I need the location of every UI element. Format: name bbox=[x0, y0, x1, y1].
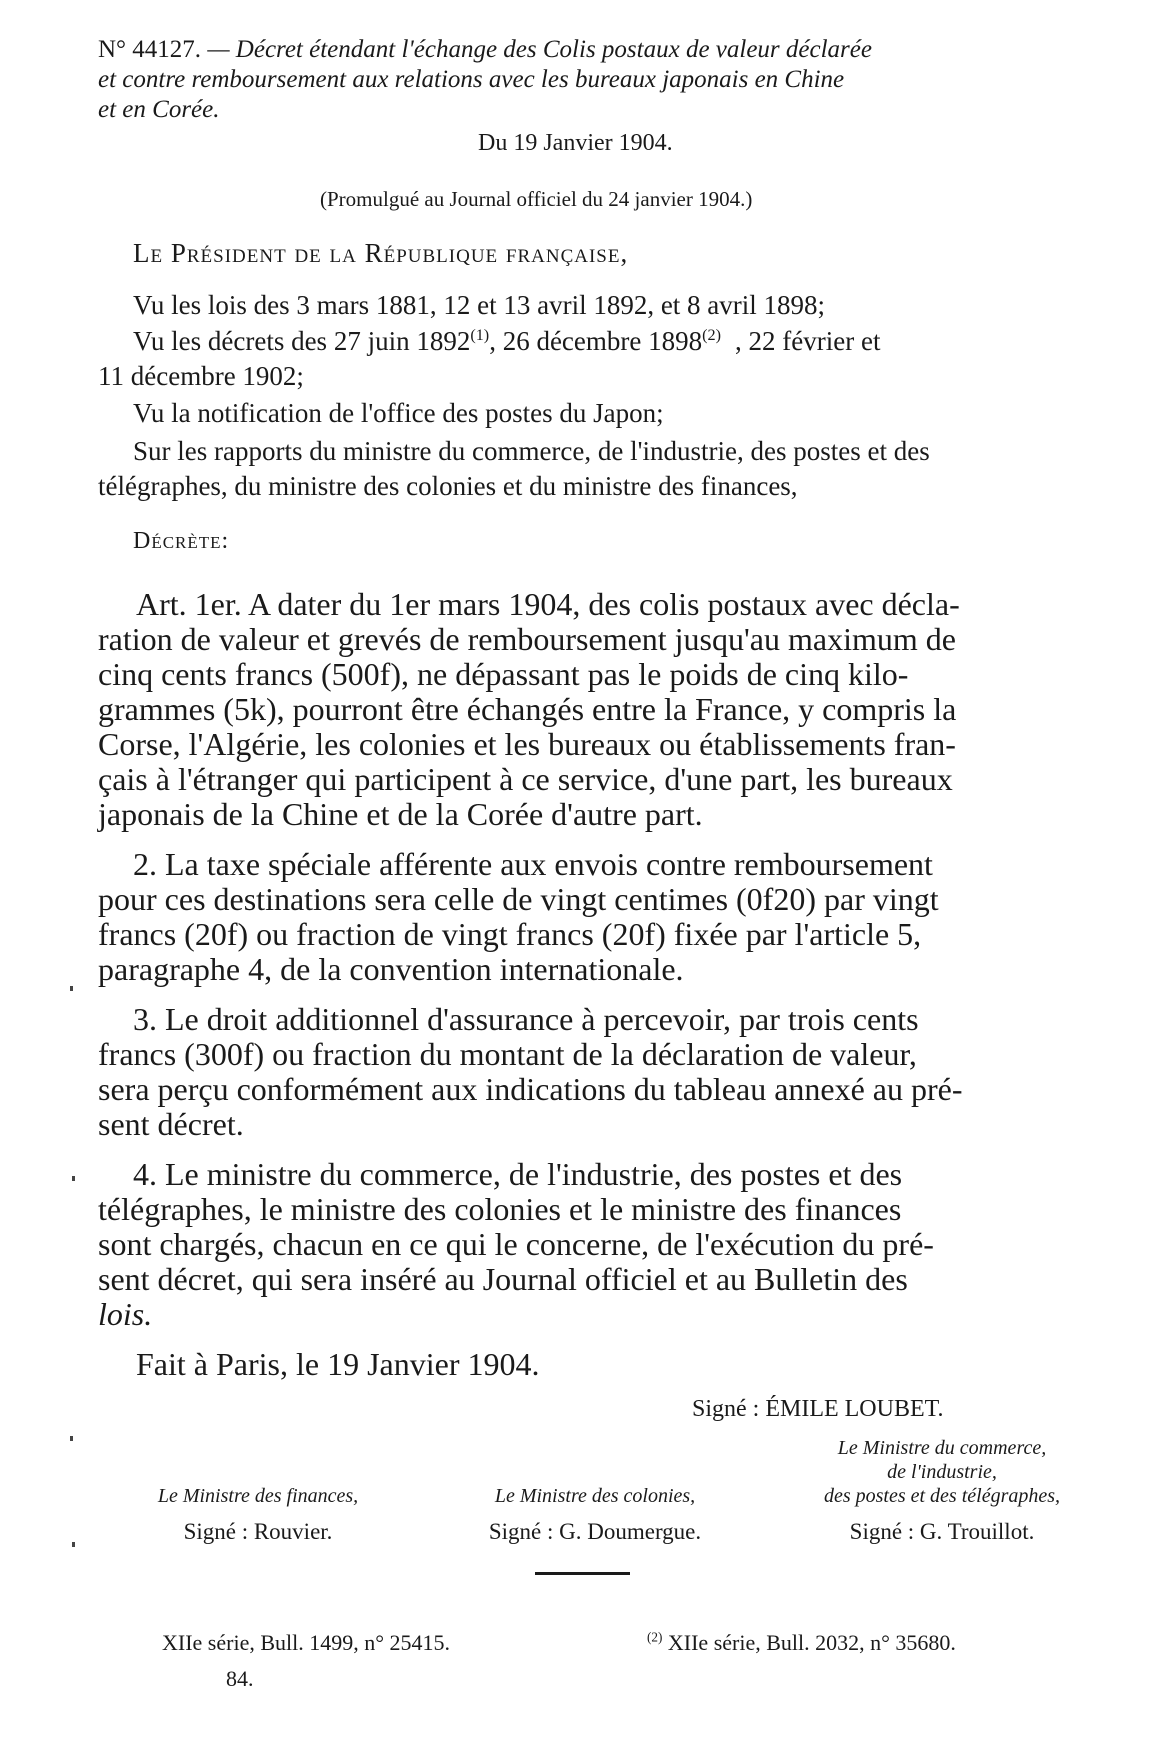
decree-number: N° 44127. bbox=[98, 36, 202, 63]
article-3-line: sera perçu conformément aux indications du tableau annexé au pré- bbox=[98, 1071, 963, 1107]
promulgation-note: (Promulgué au Journal officiel du 24 janvier 1904.) bbox=[320, 187, 753, 211]
article-4-line: lois. bbox=[98, 1296, 153, 1332]
vu-lois: Vu les lois des 3 mars 1881, 12 et 13 avril 1892, et 8 avril 1898; bbox=[133, 290, 826, 320]
article-3-line: sent décret. bbox=[98, 1106, 244, 1142]
minister-colonies-signature: Signé : G. Doumergue. bbox=[488, 1519, 702, 1544]
minister-commerce bbox=[782, 1436, 1102, 1544]
minister-commerce-title-3: des postes et des télégraphes, bbox=[823, 1485, 1061, 1507]
fait-a-paris: Fait à Paris, le 19 Janvier 1904. bbox=[136, 1346, 540, 1382]
article-4-line: 4. Le ministre du commerce, de l'industrie, des postes et des bbox=[133, 1156, 903, 1192]
minister-commerce-title-1: Le Ministre du commerce, bbox=[837, 1437, 1047, 1459]
article-3-line: francs (300f) ou fraction du montant de la déclaration de valeur, bbox=[98, 1036, 917, 1072]
footnote-ref-2: (2) bbox=[702, 326, 722, 344]
separator-rule bbox=[535, 1572, 630, 1575]
article-1-line: Corse, l'Algérie, les colonies et les bureaux ou établissements fran- bbox=[98, 726, 956, 762]
minister-colonies-title: Le Ministre des colonies, bbox=[494, 1485, 696, 1507]
minister-finances-title: Le Ministre des finances, bbox=[157, 1485, 359, 1507]
president-heading: Le Président de la République française, bbox=[133, 238, 629, 268]
decree-date: Du 19 Janvier 1904. bbox=[478, 130, 673, 156]
minister-finances-signature: Signé : Rouvier. bbox=[183, 1519, 333, 1544]
article-1-line: japonais de la Chine et de la Corée d'autre part. bbox=[98, 796, 703, 832]
minister-finances bbox=[108, 1484, 408, 1544]
president-signature: Signé : ÉMILE LOUBET. bbox=[692, 1396, 944, 1422]
article-1-line: cinq cents francs (500f), ne dépassant pas le poids de cinq kilo- bbox=[98, 656, 909, 692]
article-4-line: télégraphes, le ministre des colonies et le ministre des finances bbox=[98, 1191, 902, 1227]
article-1-line: çais à l'étranger qui participent à ce service, d'une part, les bureaux bbox=[98, 761, 953, 797]
minister-commerce-signature: Signé : G. Trouillot. bbox=[849, 1519, 1035, 1544]
decrete-heading: Décrète: bbox=[133, 528, 230, 554]
sur-rapports-line-2: télégraphes, du ministre des colonies et du ministre des finances, bbox=[98, 471, 798, 501]
page-number: 84. bbox=[226, 1666, 254, 1691]
footnote-2-mark: (2) bbox=[647, 1629, 663, 1645]
sur-rapports-line-1: Sur les rapports du ministre du commerce, de l'industrie, des postes et des bbox=[133, 436, 930, 466]
article-1-line: ration de valeur et grevés de remboursement jusqu'au maximum de bbox=[98, 621, 956, 657]
footnote-ref-1: (1) bbox=[470, 326, 490, 344]
scan-speck bbox=[70, 1436, 73, 1441]
decree-title-line-1 bbox=[98, 36, 872, 64]
scan-speck bbox=[72, 1176, 75, 1181]
article-2-line: pour ces destinations sera celle de vingt centimes (0f20) par vingt bbox=[98, 881, 939, 917]
minister-colonies bbox=[445, 1484, 745, 1544]
article-1-line: Art. 1er. A dater du 1er mars 1904, des colis postaux avec décla- bbox=[136, 586, 960, 622]
vu-notification: Vu la notification de l'office des postes du Japon; bbox=[133, 398, 664, 428]
article-1-line: grammes (5k), pourront être échangés entre la France, y compris la bbox=[98, 691, 957, 727]
minister-commerce-title-2: de l'industrie, bbox=[887, 1461, 997, 1483]
decree-title-line-3: et en Corée. bbox=[98, 96, 220, 123]
article-4-line: sent décret, qui sera inséré au Journal officiel et au Bulletin des bbox=[98, 1261, 908, 1297]
article-2-line: paragraphe 4, de la convention internationale. bbox=[98, 951, 684, 987]
scan-speck bbox=[70, 986, 73, 991]
vu-decrets-line-2: 11 décembre 1902; bbox=[98, 361, 304, 391]
vu-decrets-line-1: Vu les décrets des 27 juin 1892$^{(1)}$, 26 décembre 1898$^{(2)}$ , 22 février et bbox=[133, 326, 881, 356]
article-3-line: 3. Le droit additionnel d'assurance à percevoir, par trois cents bbox=[133, 1001, 919, 1037]
footnote-2: $^{(2)}$ XIIe série, Bull. 2032, n° 35680. bbox=[647, 1629, 956, 1655]
article-4-line: sont chargés, chacun en ce qui le concerne, de l'exécution du pré- bbox=[98, 1226, 934, 1262]
footnote-1: XIIe série, Bull. 1499, n° 25415. bbox=[162, 1630, 451, 1655]
scan-speck bbox=[72, 1542, 75, 1547]
article-2-line: francs (20f) ou fraction de vingt francs (20f) fixée par l'article 5, bbox=[98, 916, 922, 952]
decree-title-line-2: et contre remboursement aux relations avec les bureaux japonais en Chine bbox=[98, 66, 845, 93]
article-2-line: 2. La taxe spéciale afférente aux envois contre remboursement bbox=[133, 846, 933, 882]
decree-title-rest: — Décret étendant l'échange des Colis postaux de valeur déclarée bbox=[207, 36, 872, 63]
